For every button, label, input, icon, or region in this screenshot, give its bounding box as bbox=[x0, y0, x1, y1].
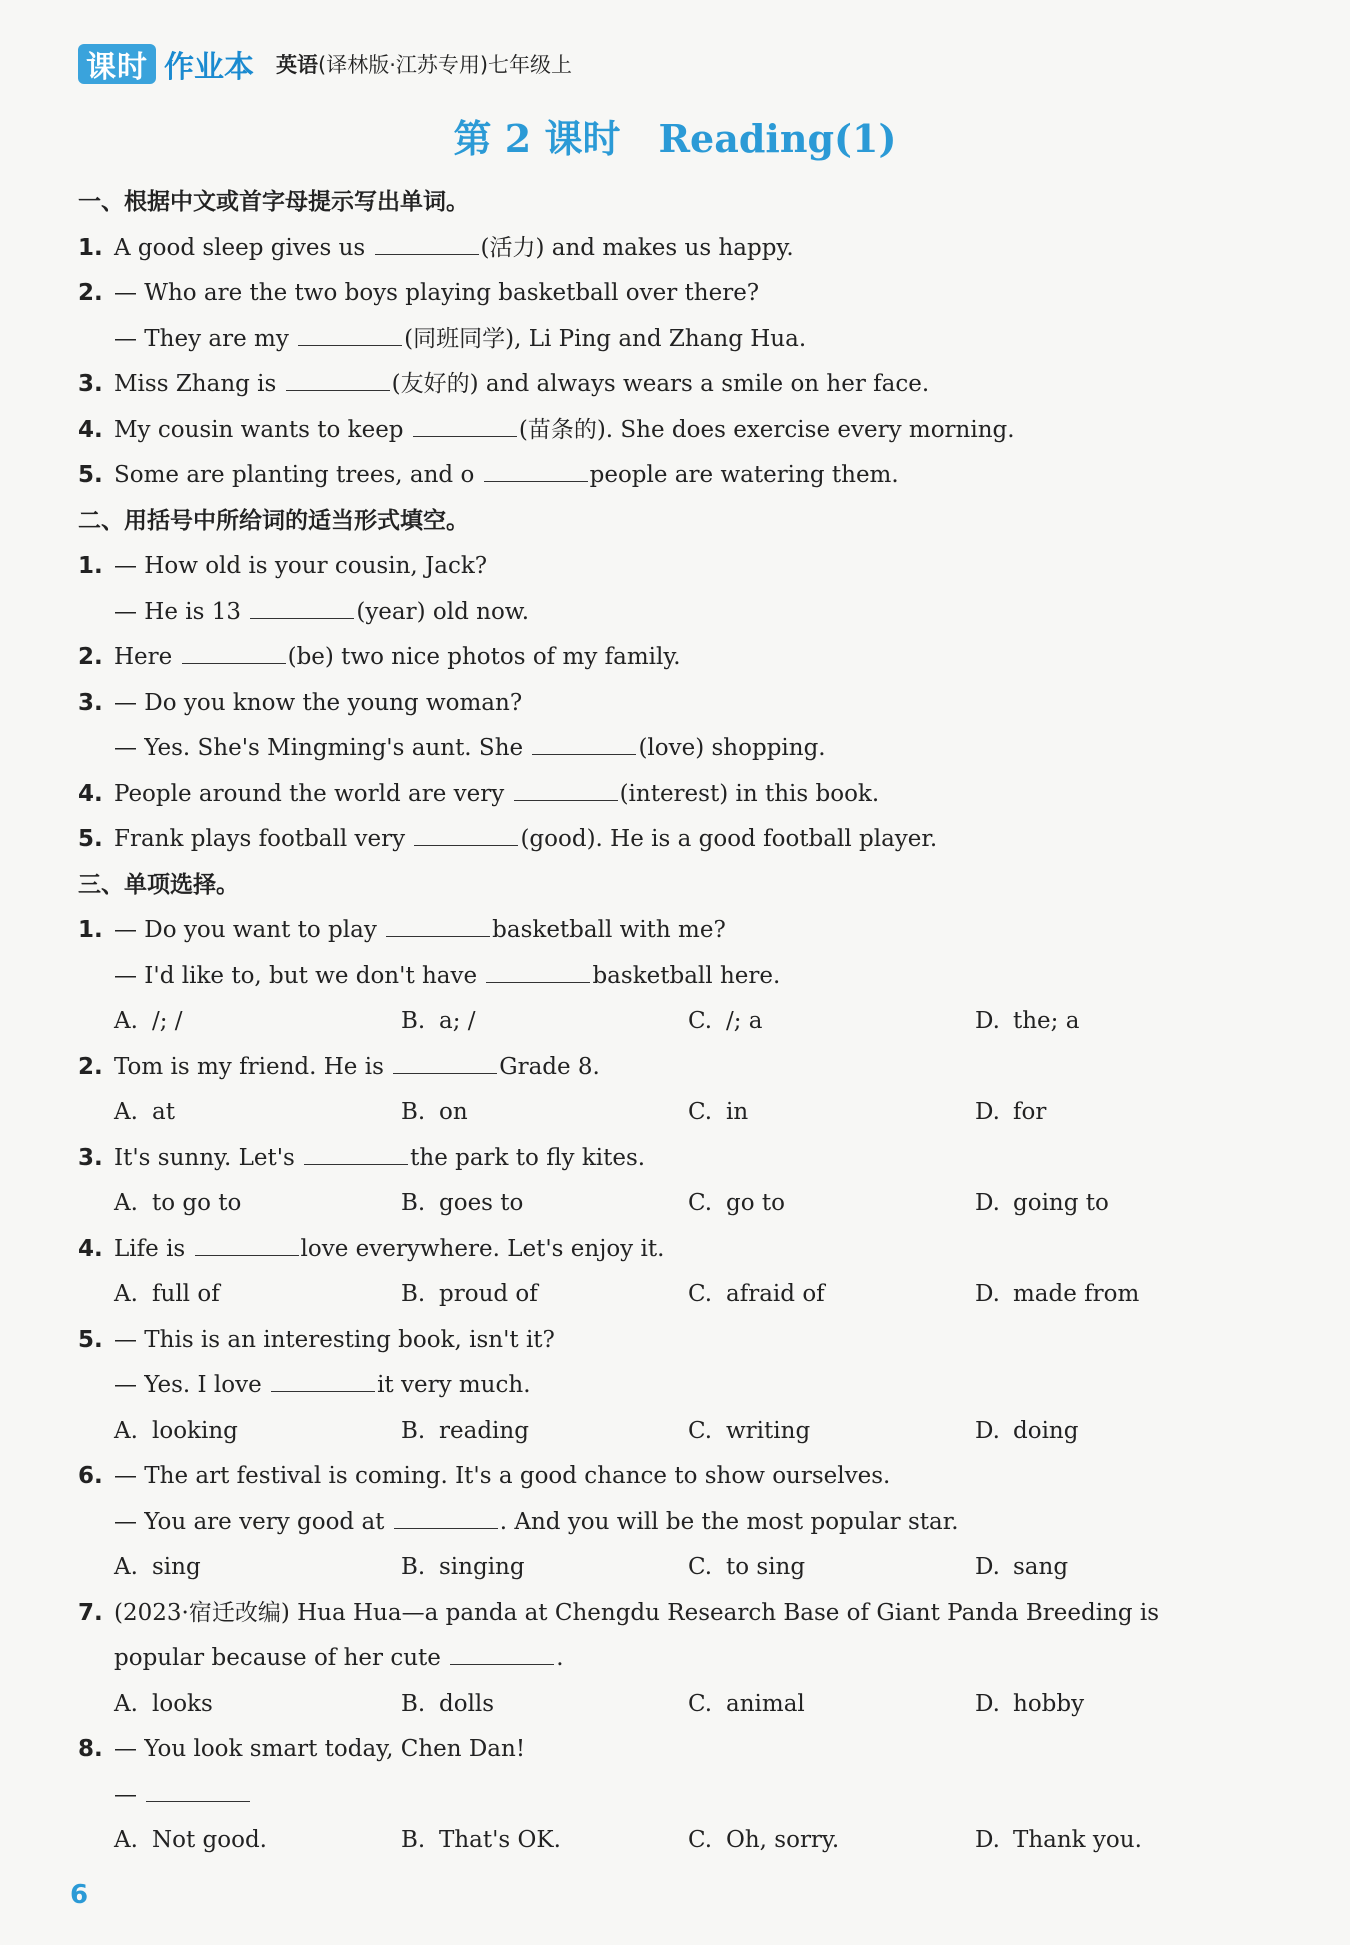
answer-option[interactable] bbox=[401, 1090, 688, 1136]
question-line bbox=[78, 1045, 1278, 1091]
brand-logo: 课时 bbox=[78, 44, 156, 84]
option-letter: D. bbox=[975, 1281, 1000, 1307]
question-text: — bbox=[114, 1781, 137, 1808]
option-letter: B. bbox=[401, 1554, 426, 1580]
option-letter: A. bbox=[114, 1827, 138, 1853]
option-text: the; a bbox=[1013, 1008, 1080, 1034]
option-letter: A. bbox=[114, 1690, 138, 1717]
question-text: basketball here. bbox=[592, 962, 781, 989]
question-number: 4. bbox=[78, 1235, 103, 1262]
question-number: 3. bbox=[78, 689, 103, 716]
option-text: made from bbox=[1013, 1281, 1140, 1307]
question-text: love everywhere. Let's enjoy it. bbox=[300, 1235, 665, 1262]
option-text: looks bbox=[152, 1690, 213, 1717]
option-text: to go to bbox=[152, 1190, 242, 1216]
option-letter: D. bbox=[975, 1008, 1000, 1034]
option-letter: B. bbox=[401, 1099, 426, 1125]
question-subline bbox=[78, 726, 1278, 772]
answer-blank[interactable] bbox=[146, 1779, 250, 1802]
question-text: (good). He is a good football player. bbox=[520, 826, 938, 852]
question-line bbox=[78, 362, 1278, 408]
question-line bbox=[78, 271, 1278, 317]
answer-option[interactable] bbox=[975, 1181, 1262, 1227]
question-text: . And you will be the most popular star. bbox=[499, 1508, 959, 1535]
question-text: — Do you know the young woman? bbox=[114, 689, 523, 716]
question-line bbox=[78, 817, 1278, 863]
question-line bbox=[78, 635, 1278, 681]
question-number: 7. bbox=[78, 1599, 103, 1626]
question-text: (苗条的). She does exercise every morning. bbox=[518, 416, 1015, 443]
answer-blank[interactable] bbox=[250, 596, 354, 619]
question-line bbox=[78, 1591, 1278, 1637]
question-text: Some are planting trees, and o bbox=[114, 462, 475, 488]
question-number: 4. bbox=[78, 780, 103, 807]
question-text: — Who are the two boys playing basketball over there? bbox=[114, 280, 760, 306]
question-text: . bbox=[556, 1645, 564, 1671]
option-text: goes to bbox=[439, 1190, 524, 1216]
option-text: going to bbox=[1013, 1190, 1109, 1216]
answer-option[interactable] bbox=[688, 1682, 975, 1728]
answer-blank[interactable] bbox=[182, 641, 286, 664]
option-letter: B. bbox=[401, 1690, 426, 1717]
question-text: — You look smart today, Chen Dan! bbox=[114, 1736, 526, 1762]
question-line bbox=[78, 1727, 1278, 1773]
question-text: — He is 13 bbox=[114, 598, 242, 625]
question-text: popular because of her cute bbox=[114, 1645, 441, 1671]
option-text: afraid of bbox=[726, 1281, 825, 1307]
header bbox=[78, 40, 572, 88]
option-text: Not good. bbox=[152, 1827, 267, 1853]
question-subline bbox=[78, 590, 1278, 636]
option-text: doing bbox=[1013, 1417, 1079, 1444]
option-text: at bbox=[152, 1099, 175, 1125]
answer-option[interactable] bbox=[401, 1818, 688, 1864]
answer-option[interactable] bbox=[688, 1090, 975, 1136]
question-subline bbox=[78, 1636, 1278, 1682]
answer-option[interactable] bbox=[114, 1545, 401, 1591]
option-letter: D. bbox=[975, 1099, 1000, 1125]
option-letter: D. bbox=[975, 1417, 1000, 1444]
options-row bbox=[78, 1818, 1278, 1864]
question-text: Here bbox=[114, 644, 173, 670]
option-letter: C. bbox=[688, 1417, 713, 1444]
question-line bbox=[78, 1136, 1278, 1182]
options-row bbox=[78, 1409, 1278, 1455]
question-subline bbox=[78, 317, 1278, 363]
brand-name: 作业本 bbox=[164, 50, 254, 85]
option-letter: B. bbox=[401, 1190, 426, 1216]
question-text: It's sunny. Let's bbox=[114, 1144, 295, 1171]
option-letter: C. bbox=[688, 1008, 713, 1034]
answer-option[interactable] bbox=[114, 1409, 401, 1455]
option-text: /; a bbox=[726, 1008, 763, 1034]
question-text: My cousin wants to keep bbox=[114, 416, 404, 443]
answer-blank[interactable] bbox=[486, 960, 590, 983]
option-text: dolls bbox=[439, 1690, 495, 1717]
answer-option[interactable] bbox=[688, 999, 975, 1045]
option-letter: B. bbox=[401, 1281, 426, 1307]
question-text: — The art festival is coming. It's a good chance to show ourselves. bbox=[114, 1463, 891, 1489]
question-line bbox=[78, 772, 1278, 818]
option-letter: A. bbox=[114, 1554, 138, 1580]
option-text: /; / bbox=[152, 1008, 183, 1034]
option-text: in bbox=[726, 1099, 749, 1125]
question-text: Life is bbox=[114, 1235, 186, 1262]
option-letter: B. bbox=[401, 1827, 426, 1853]
question-number: 3. bbox=[78, 371, 103, 397]
answer-option[interactable] bbox=[114, 999, 401, 1045]
question-text: — Yes. She's Mingming's aunt. She bbox=[114, 735, 524, 761]
option-text: sang bbox=[1013, 1554, 1069, 1580]
option-text: proud of bbox=[439, 1281, 538, 1307]
question-subline bbox=[78, 1363, 1278, 1409]
option-letter: B. bbox=[401, 1417, 426, 1444]
answer-blank[interactable] bbox=[286, 368, 390, 391]
answer-blank[interactable] bbox=[414, 823, 518, 846]
question-line bbox=[78, 1227, 1278, 1273]
lesson-title: 第 2 课时 Reading(1) bbox=[453, 116, 897, 161]
section-heading: 二、用括号中所给词的适当形式填空。 bbox=[78, 507, 469, 534]
answer-blank[interactable] bbox=[450, 1642, 554, 1665]
answer-option[interactable] bbox=[688, 1181, 975, 1227]
option-text: looking bbox=[152, 1417, 238, 1444]
question-text: A good sleep gives us bbox=[114, 234, 366, 261]
answer-option[interactable] bbox=[401, 1409, 688, 1455]
question-line bbox=[78, 681, 1278, 727]
question-text: (活力) and makes us happy. bbox=[480, 234, 794, 261]
section-heading: 三、单项选择。 bbox=[78, 871, 239, 898]
question-subline bbox=[78, 954, 1278, 1000]
answer-blank[interactable] bbox=[484, 459, 588, 482]
option-letter: C. bbox=[688, 1281, 713, 1307]
answer-option[interactable] bbox=[114, 1818, 401, 1864]
options-row bbox=[78, 999, 1278, 1045]
option-letter: A. bbox=[114, 1099, 138, 1125]
question-number: 5. bbox=[78, 826, 103, 852]
answer-option[interactable] bbox=[975, 1818, 1262, 1864]
option-text: a; / bbox=[439, 1008, 476, 1034]
option-text: reading bbox=[439, 1417, 529, 1444]
option-letter: D. bbox=[975, 1190, 1000, 1216]
question-text: it very much. bbox=[377, 1372, 531, 1398]
answer-blank[interactable] bbox=[195, 1233, 299, 1256]
answer-blank[interactable] bbox=[386, 914, 490, 937]
question-line bbox=[78, 453, 1278, 499]
question-subline bbox=[78, 1773, 1278, 1819]
question-text: Tom is my friend. He is bbox=[114, 1053, 384, 1080]
option-letter: A. bbox=[114, 1008, 138, 1034]
answer-option[interactable] bbox=[688, 1272, 975, 1318]
option-letter: A. bbox=[114, 1190, 138, 1216]
question-text: (love) shopping. bbox=[638, 735, 826, 761]
answer-option[interactable] bbox=[975, 1090, 1262, 1136]
answer-option[interactable] bbox=[975, 1409, 1262, 1455]
answer-blank[interactable] bbox=[413, 414, 517, 437]
question-number: 2. bbox=[78, 644, 103, 670]
options-row bbox=[78, 1181, 1278, 1227]
options-row bbox=[78, 1090, 1278, 1136]
option-letter: A. bbox=[114, 1417, 138, 1444]
option-text: That's OK. bbox=[439, 1827, 561, 1853]
question-text: (友好的) and always wears a smile on her face. bbox=[391, 371, 930, 397]
question-number: 1. bbox=[78, 234, 103, 261]
question-line bbox=[78, 1454, 1278, 1500]
answer-option[interactable] bbox=[401, 999, 688, 1045]
question-line bbox=[78, 544, 1278, 590]
option-text: animal bbox=[726, 1690, 805, 1717]
question-text: people are watering them. bbox=[589, 462, 899, 488]
option-letter: D. bbox=[975, 1690, 1000, 1717]
answer-blank[interactable] bbox=[271, 1369, 375, 1392]
question-text: — Yes. I love bbox=[114, 1372, 262, 1398]
question-text: (interest) in this book. bbox=[619, 780, 880, 807]
answer-option[interactable] bbox=[401, 1272, 688, 1318]
question-number: 2. bbox=[78, 1053, 103, 1080]
option-text: hobby bbox=[1013, 1690, 1085, 1717]
answer-blank[interactable] bbox=[304, 1142, 408, 1165]
question-number: 1. bbox=[78, 917, 103, 943]
question-text: — They are my bbox=[114, 325, 289, 352]
option-letter: D. bbox=[975, 1827, 1000, 1853]
question-line bbox=[78, 408, 1278, 454]
answer-option[interactable] bbox=[114, 1090, 401, 1136]
question-text: Frank plays football very bbox=[114, 826, 406, 852]
option-text: Thank you. bbox=[1013, 1827, 1142, 1853]
answer-option[interactable] bbox=[975, 1682, 1262, 1728]
option-letter: C. bbox=[688, 1099, 713, 1125]
option-text: for bbox=[1013, 1099, 1047, 1125]
question-text: (同班同学), Li Ping and Zhang Hua. bbox=[404, 325, 807, 352]
answer-option[interactable] bbox=[114, 1181, 401, 1227]
page-number: 6 bbox=[70, 1880, 89, 1910]
option-letter: B. bbox=[401, 1008, 426, 1034]
answer-blank[interactable] bbox=[375, 232, 479, 255]
answer-option[interactable] bbox=[114, 1682, 401, 1728]
answer-option[interactable] bbox=[975, 1545, 1262, 1591]
answer-blank[interactable] bbox=[393, 1051, 497, 1074]
answer-option[interactable] bbox=[401, 1181, 688, 1227]
question-number: 6. bbox=[78, 1463, 103, 1489]
option-text: on bbox=[439, 1099, 468, 1125]
option-text: Oh, sorry. bbox=[726, 1827, 840, 1853]
answer-option[interactable] bbox=[975, 1272, 1262, 1318]
question-text: — Do you want to play bbox=[114, 917, 377, 943]
exercise-content bbox=[78, 180, 1278, 1864]
option-letter: A. bbox=[114, 1281, 138, 1307]
question-text: (year) old now. bbox=[356, 598, 530, 625]
option-text: go to bbox=[726, 1190, 785, 1216]
question-text: basketball with me? bbox=[492, 917, 726, 943]
answer-blank[interactable] bbox=[394, 1506, 498, 1529]
answer-blank[interactable] bbox=[298, 323, 402, 346]
option-text: singing bbox=[439, 1554, 525, 1580]
answer-blank[interactable] bbox=[532, 732, 636, 755]
question-number: 8. bbox=[78, 1736, 103, 1762]
answer-option[interactable] bbox=[688, 1545, 975, 1591]
question-subline bbox=[78, 1500, 1278, 1546]
question-number: 2. bbox=[78, 280, 103, 306]
answer-blank[interactable] bbox=[514, 778, 618, 801]
option-letter: C. bbox=[688, 1690, 713, 1717]
options-row bbox=[78, 1272, 1278, 1318]
question-number: 1. bbox=[78, 553, 103, 579]
question-number: 5. bbox=[78, 462, 103, 488]
subject-label: 英语(译林版·江苏专用)七年级上 bbox=[276, 53, 573, 77]
question-number: 5. bbox=[78, 1326, 103, 1353]
question-text: the park to fly kites. bbox=[410, 1144, 646, 1171]
options-row bbox=[78, 1682, 1278, 1728]
question-text: People around the world are very bbox=[114, 780, 505, 807]
question-text: (2023·宿迁改编) Hua Hua—a panda at Chengdu Research Base of Giant Panda Breeding is bbox=[114, 1599, 1160, 1626]
option-letter: D. bbox=[975, 1554, 1000, 1580]
question-text: — How old is your cousin, Jack? bbox=[114, 553, 488, 579]
answer-option[interactable] bbox=[401, 1545, 688, 1591]
question-line bbox=[78, 226, 1278, 272]
question-number: 3. bbox=[78, 1144, 103, 1171]
answer-option[interactable] bbox=[688, 1409, 975, 1455]
answer-option[interactable] bbox=[401, 1682, 688, 1728]
question-line bbox=[78, 908, 1278, 954]
options-row bbox=[78, 1545, 1278, 1591]
option-letter: C. bbox=[688, 1827, 713, 1853]
option-text: full of bbox=[152, 1281, 220, 1307]
question-text: (be) two nice photos of my family. bbox=[287, 644, 681, 670]
question-text: — I'd like to, but we don't have bbox=[114, 962, 478, 989]
option-text: sing bbox=[152, 1554, 201, 1580]
question-text: Miss Zhang is bbox=[114, 371, 277, 397]
option-letter: C. bbox=[688, 1554, 713, 1580]
option-text: to sing bbox=[726, 1554, 806, 1580]
option-letter: C. bbox=[688, 1190, 713, 1216]
answer-option[interactable] bbox=[114, 1272, 401, 1318]
question-number: 4. bbox=[78, 416, 103, 443]
question-text: Grade 8. bbox=[499, 1053, 600, 1080]
option-text: writing bbox=[726, 1417, 811, 1444]
question-line bbox=[78, 1318, 1278, 1364]
answer-option[interactable] bbox=[688, 1818, 975, 1864]
section-heading: 一、根据中文或首字母提示写出单词。 bbox=[78, 189, 469, 215]
question-text: — You are very good at bbox=[114, 1508, 385, 1535]
question-text: — This is an interesting book, isn't it? bbox=[114, 1326, 555, 1353]
answer-option[interactable] bbox=[975, 999, 1262, 1045]
